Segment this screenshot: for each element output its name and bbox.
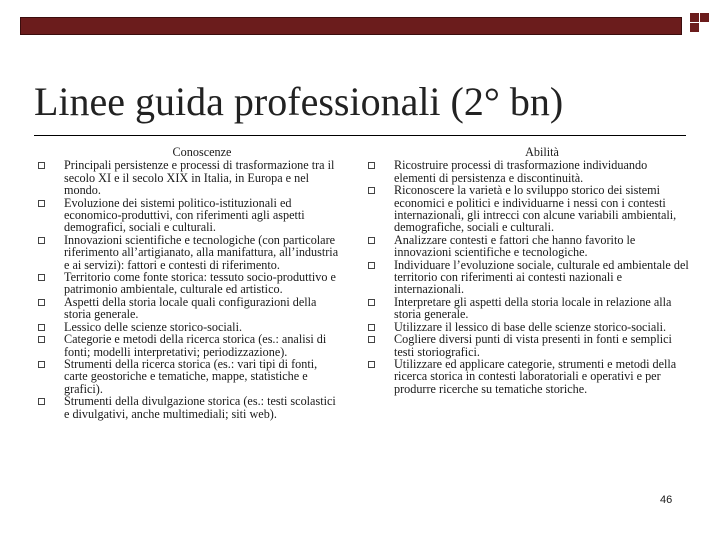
square-bullet-icon [38, 361, 45, 368]
list-item [38, 234, 340, 271]
list-item-text: Territorio come fonte storica: tessuto socio-produttivo e patrimonio ambientale, culturale ed artistico. [64, 270, 336, 297]
list-item-text: Utilizzare ed applicare categorie, strumenti e metodi della ricerca storica in contesti laboratoriali e operativi e per produrre ricerche su tematiche storiche. [394, 356, 677, 396]
square-bullet-icon [38, 237, 45, 244]
list-item-text: Strumenti della ricerca storica (es.: vari tipi di fonti, carte geostoriche e tematiche, mappe, statistiche e grafici). [64, 356, 318, 396]
square-bullet-icon [368, 262, 375, 269]
list-item-text: Ricostruire processi di trasformazione individuando elementi di persistenza e discontinuità. [394, 158, 648, 185]
list-item [38, 296, 340, 321]
list-item [368, 358, 690, 395]
list-item [38, 358, 340, 395]
square-bullet-icon [368, 361, 375, 368]
square-bullet-icon [38, 299, 45, 306]
square-bullet-icon [368, 162, 375, 169]
list-item [38, 395, 340, 420]
square-bullet-icon [38, 324, 45, 331]
square-bullet-icon [368, 237, 375, 244]
list-item-text: Utilizzare il lessico di base delle scienze storico-sociali. [394, 319, 667, 334]
square-bullet-icon [38, 398, 45, 405]
list-item [38, 333, 340, 358]
list-item [38, 271, 340, 296]
list-item-text: Analizzare contesti e fattori che hanno favorito le innovazioni scientifiche e tecnologiche. [394, 232, 636, 260]
list-item-text: Innovazioni scientifiche e tecnologiche (con particolare riferimento all’artigianato, alla manifattura, all’industria e ai servizi): fattori e contesti di riferimento. [64, 232, 339, 272]
list-item [368, 159, 690, 184]
square-bullet-icon [38, 274, 45, 281]
square-bullet-icon [368, 299, 375, 306]
list-item-text: Riconoscere la varietà e lo sviluppo storico dei sistemi economici e politici e individuarne i nessi con i contesti internazionali, gli intrecci con alcune variabili ambientali, demografiche, sociali e culturali. [394, 183, 677, 235]
square-bullet-icon [38, 200, 45, 207]
list-item-text: Cogliere diversi punti di vista presenti in fonti e semplici testi storiografici. [394, 332, 672, 359]
list-item-text: Individuare l’evoluzione sociale, culturale ed ambientale del territorio con riferimenti ai contesti nazionali e internazionali. [394, 257, 689, 297]
page-number: 46 [660, 494, 673, 506]
knowledge-heading: Conoscenze [172, 145, 232, 159]
title-divider [34, 135, 686, 136]
skills-list [368, 159, 690, 395]
knowledge-list [38, 159, 340, 420]
list-item [38, 159, 340, 196]
square-bullet-icon [38, 336, 45, 343]
list-item [368, 234, 690, 259]
top-accent-bar [20, 17, 682, 35]
list-item-text: Strumenti della divulgazione storica (es.: testi scolastici e divulgativi, anche multimediali; siti web). [64, 394, 336, 421]
corner-square-decoration [690, 23, 699, 32]
list-item-text: Principali persistenze e processi di trasformazione tra il secolo XI e il secolo XIX in Italia, in Europa e nel mondo. [64, 158, 335, 198]
list-item-text: Interpretare gli aspetti della storia locale in relazione alla storia generale. [394, 294, 672, 322]
list-item [368, 333, 690, 358]
list-item [368, 184, 690, 234]
square-bullet-icon [368, 336, 375, 343]
knowledge-column [38, 146, 340, 420]
list-item [368, 259, 690, 296]
skills-heading: Abilità [525, 145, 559, 159]
list-item [38, 197, 340, 234]
list-item-text: Aspetti della storia locale quali configurazioni della storia generale. [64, 294, 317, 322]
list-item [368, 296, 690, 321]
square-bullet-icon [368, 324, 375, 331]
square-bullet-icon [368, 187, 375, 194]
list-item-text: Evoluzione dei sistemi politico-istituzionali ed economico-produttivi, con riferimenti agli aspetti demografici, sociali e culturali. [64, 195, 305, 235]
list-item-text: Lessico delle scienze storico-sociali. [64, 319, 243, 334]
corner-square-decoration [690, 13, 699, 22]
square-bullet-icon [38, 162, 45, 169]
list-item-text: Categorie e metodi della ricerca storica (es.: analisi di fonti; modelli interpretativi; periodizzazione). [64, 332, 327, 359]
corner-square-decoration [700, 13, 709, 22]
skills-column [368, 146, 690, 395]
slide-title: Linee guida professionali (2° bn) [34, 79, 564, 124]
